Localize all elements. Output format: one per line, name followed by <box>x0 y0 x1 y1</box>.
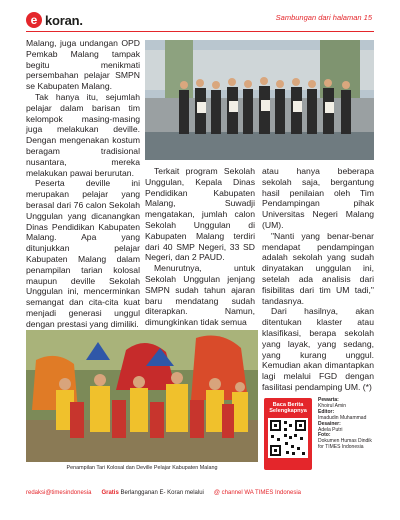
paragraph: Menurutnya, untuk Sekolah Unggulan jenjang SMPN sudah tahun ajaran baru mendatang sudah diterapkan. Namun, dimungkinkan tidak semua <box>145 263 255 328</box>
read-more-qr-box[interactable] <box>264 398 312 470</box>
header-divider <box>26 31 374 32</box>
ekoran-logo <box>26 12 83 28</box>
credit-label: Editor: <box>318 408 335 415</box>
article-column-1 <box>26 38 140 330</box>
credit-value: Imadudin Muhammad <box>318 414 367 421</box>
paragraph: "Nanti yang benar-benar mendapat pendampingan adalah sekolah yang sudah dinyatakan unggulan ini, setelah ada analisis dari fisibilitas dari tim UM tadi," tandasnya. <box>262 230 374 306</box>
photo-caption: Penampilan Tari Kolosal dan Deville Pelajar Kabupaten Malang <box>66 465 218 471</box>
logo-text: koran. <box>45 12 83 28</box>
channel-icon: @ <box>213 490 220 496</box>
credit-value: Adela Putri <box>318 426 343 433</box>
qr-title: Baca Berita Selengkapnya <box>269 402 307 415</box>
footer-promo <box>101 487 203 499</box>
paragraph: Terkait program Sekolah Unggulan, Kepala Dinas Pendidikan Kabupaten Malang, Suwadji mengatakan, jumlah calon Sekolah Unggulan di Kabupaten Malang terdiri dari 40 SMP Negeri, 33 SD Negeri, dan 2 PAUD. <box>145 166 255 263</box>
credits-block <box>318 398 378 451</box>
article-column-2 <box>145 166 255 328</box>
logo-mark: e <box>26 12 42 28</box>
qr-code-icon[interactable] <box>268 418 308 458</box>
credit-label: Desainer: <box>318 420 341 427</box>
paragraph: atau hanya beberapa sekolah saja, bergantung hasil penilaian oleh Tim Pendampingan pihak Universitas Negeri Malang (UM). <box>262 166 374 230</box>
credit-label: Foto: <box>318 432 331 439</box>
paragraph: Malang, juga undangan OPD Pemkab Malang tampak begitu menikmati persembahan pelajar SMPN se Kabupaten Malang. <box>26 38 140 92</box>
article-column-3 <box>262 166 374 393</box>
footer-channel[interactable] <box>214 487 301 499</box>
paragraph: Dari hasilnya, akan ditentukan klaster atau klasifikasi, berapa sekolah yang layak, yang sedang, yang kurang unggul. Kemudian akan dimantapkan lagi melalui FGD dengan fasilitasi pendamping UM. (*) <box>262 306 374 392</box>
credit-value: Khoirul Amin <box>318 402 347 409</box>
footer-promo-bold: Gratis <box>101 490 119 496</box>
continued-from-label: Sambungan dari halaman 15 <box>275 13 372 22</box>
paragraph: Peserta deville ini merupakan pelajar yang berasal dari 76 calon Sekolah Unggulan yang dicanangkan Dinas Pendidikan Kabupaten Malang. Apa yang ditunjukkan pelajar Kabupaten Malang dalam penampilan tarian kolosal maupun deville Sekolah Unggulan ini, mencerminkan semangat dan cita-cita kuat menjadi generasi unggul dengan prestasi yang dimiliki. <box>26 178 140 329</box>
paragraph: Tak hanya itu, sejumlah pelajar dalam barisan tim kelompok masing-masing juga melakukan deville. Dengan mengenakan kostum beragam tradisional nusantara, mereka melakukan pawai berurutan. <box>26 91 140 178</box>
page-header <box>0 0 400 38</box>
credit-label: Pewarta: <box>318 397 339 403</box>
dance-performance-photo <box>26 330 258 462</box>
ceremony-photo <box>145 40 374 160</box>
footer-channel-text: channel WA TIMES Indonesia <box>221 490 302 496</box>
footer-email[interactable]: redaksi@timesindonesia <box>26 490 92 496</box>
credit-value: Dokumen Humas Dindik for TIMES Indonesia <box>318 438 372 451</box>
footer-promo-text: Berlangganan E- Koran melalui <box>120 490 204 496</box>
page-footer <box>26 487 374 499</box>
